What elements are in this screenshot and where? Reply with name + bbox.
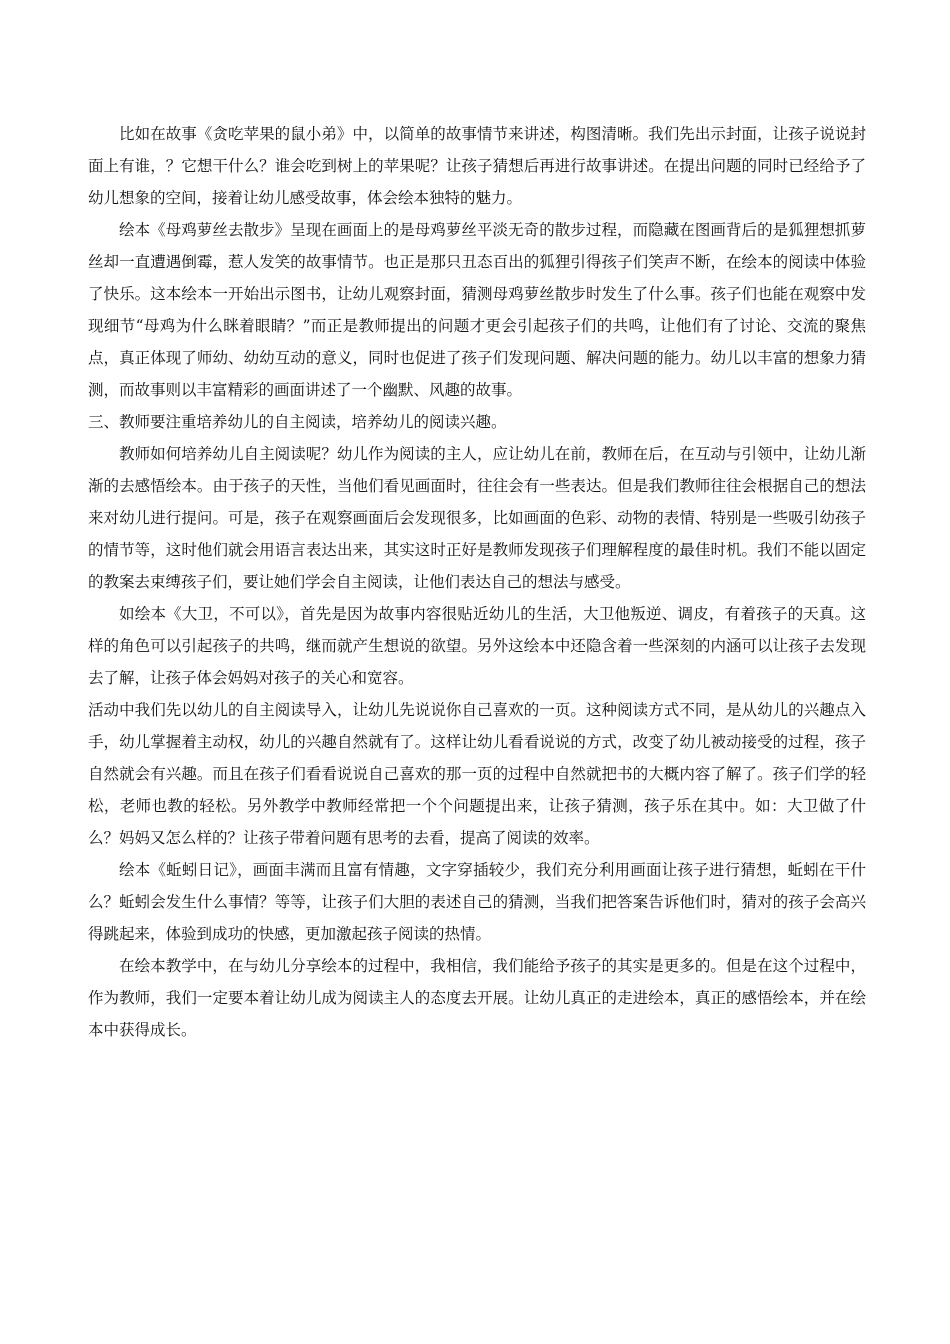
- paragraph-rosie-walk: 绘本《母鸡萝丝去散步》呈现在画面上的是母鸡萝丝平淡无奇的散步过程，而隐藏在图画背后的是狐狸想抓萝丝却一直遭遇倒霉，惹人发笑的故事情节。也正是那只丑态百出的狐狸引得孩子们笑声不断，在绘本的阅读中体验了快乐。这本绘本一开始出示图书，让幼儿观察封面，猜测母鸡萝丝散步时发生了什么事。孩子们也能在观察中发现细节“母鸡为什么眯着眼睛？”而正是教师提出的问题才更会引起孩子们的共鸣，让他们有了讨论、交流的聚焦点，真正体现了师幼、幼幼互动的意义，同时也促进了孩子们发现问题、解决问题的能力。幼儿以丰富的想象力猜测，而故事则以丰富精彩的画面讲述了一个幽默、风趣的故事。: [88, 221, 866, 399]
- paragraph-conclusion: 在绘本教学中，在与幼儿分享绘本的过程中，我相信，我们能给予孩子的其实是更多的。但是在这个过程中，作为教师，我们一定要本着让幼儿成为阅读主人的态度去开展。让幼儿真正的走进绘本，真正的感悟绘本，并在绘本中获得成长。: [88, 957, 866, 1039]
- paragraph-activity: 活动中我们先以幼儿的自主阅读导入，让幼儿先说说你自己喜欢的一页。这种阅读方式不同，是从幼儿的兴趣点入手，幼儿掌握着主动权，幼儿的兴趣自然就有了。这样让幼儿看看说说的方式，改变了幼儿被动接受的过程，孩子自然就会有兴趣。而且在孩子们看看说说自己喜欢的那一页的过程中自然就把书的大概内容了解了。孩子们学的轻松，老师也教的轻松。另外教学中教师经常把一个个问题提出来，让孩子猜测，孩子乐在其中。如：大卫做了什么？妈妈又怎么样的？让孩子带着问题有思考的去看，提高了阅读的效率。: [88, 701, 866, 847]
- section-heading-three: 三、教师要注重培养幼儿的自主阅读，培养幼儿的阅读兴趣。: [88, 413, 507, 431]
- paragraph-david: 如绘本《大卫，不可以》，首先是因为故事内容很贴近幼儿的生活，大卫他叛逆、调皮，有着孩子的天真。这样的角色可以引起孩子的共鸣，继而就产生想说的欲望。另外这绘本中还隐含着一些深刻的内涵可以让孩子去发现去了解，让孩子体会妈妈对孩子的关心和宽容。: [88, 605, 866, 687]
- document-body: [88, 118, 866, 1046]
- paragraph-mouse-apple: 比如在故事《贪吃苹果的鼠小弟》中，以简单的故事情节来讲述，构图清晰。我们先出示封面，让孩子说说封面上有谁，？它想干什么？谁会吃到树上的苹果呢？让孩子猜想后再进行故事讲述。在提出问题的同时已经给予了幼儿想象的空间，接着让幼儿感受故事，体会绘本独特的魅力。: [88, 125, 866, 207]
- paragraph-worm-diary: 绘本《蚯蚓日记》，画面丰满而且富有情趣，文字穿插较少，我们充分利用画面让孩子进行猜想，蚯蚓在干什么？蚯蚓会发生什么事情？等等，让孩子们大胆的表述自己的猜测，当我们把答案告诉他们时，猜对的孩子会高兴得跳起来，体验到成功的快感，更加激起孩子阅读的热情。: [88, 861, 866, 943]
- paragraph-autonomous-reading: 教师如何培养幼儿自主阅读呢？幼儿作为阅读的主人，应让幼儿在前，教师在后，在互动与引领中，让幼儿渐渐的去感悟绘本。由于孩子的天性，当他们看见画面时，往往会有一些表达。但是我们教师往往会根据自己的想法来对幼儿进行提问。可是，孩子在观察画面后会发现很多，比如画面的色彩、动物的表情、特别是一些吸引幼孩子的情节等，这时他们就会用语言表达出来，其实这时正好是教师发现孩子们理解程度的最佳时机。我们不能以固定的教案去束缚孩子们，要让她们学会自主阅读，让他们表达自己的想法与感受。: [88, 445, 866, 591]
